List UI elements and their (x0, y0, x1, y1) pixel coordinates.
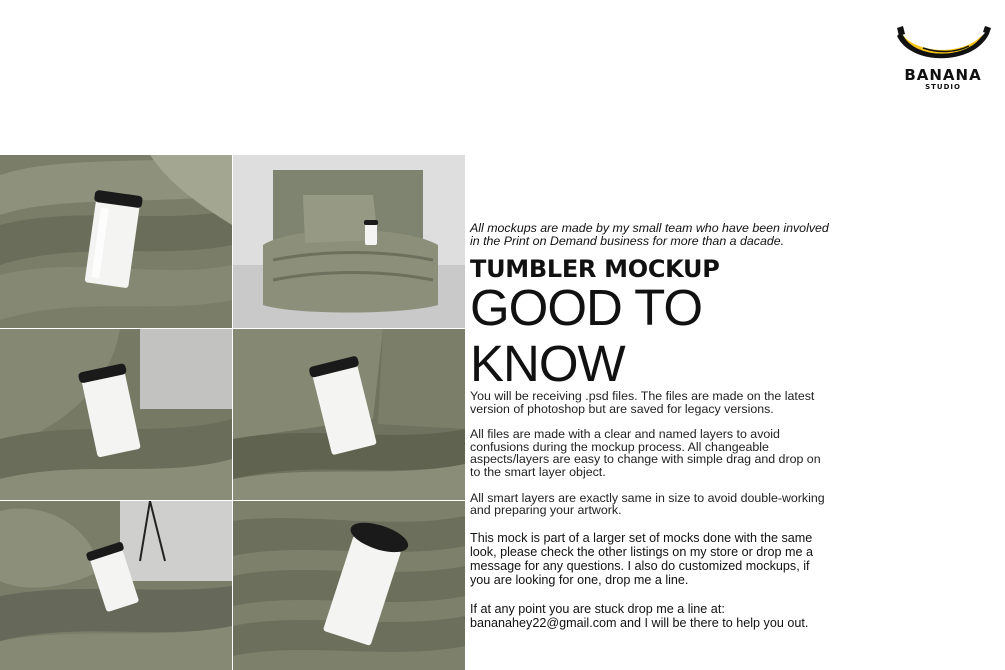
paragraph-layers: All files are made with a clear and named layers to avoid confusions during the mockup process. All changeable aspects/layers are easy to change with simple drag and drop on to the smart layer object. (470, 427, 821, 479)
logo-wordmark: BANANA (904, 66, 982, 84)
mockup-photo-grid (0, 155, 465, 670)
photo-tumbler-in-pleats (233, 329, 465, 500)
photo-tumbler-with-pillow (0, 501, 232, 670)
brand-logo (893, 22, 993, 94)
photo-sofa-chair-wide (233, 155, 465, 328)
logo-subtitle: STUDIO (925, 83, 961, 91)
page-title: GOOD TO KNOW (470, 279, 702, 392)
photo-tumbler-on-cushion (0, 329, 232, 500)
banana-icon (893, 22, 993, 70)
paragraph-larger-set: This mock is part of a larger set of mocks done with the same look, please check the other listings on my store or drop me a message for any questions. I also do customized mockups, if you are looking for one, drop me a line. (470, 530, 814, 588)
paragraph-smart-layers: All smart layers are exactly same in size to avoid double-working and preparing your artwork. (470, 490, 825, 518)
product-subtitle: TUMBLER MOCKUP (470, 255, 720, 283)
intro-statement: All mockups are made by my small team who have been involved in the Print on Demand business for more than a dacade. (470, 221, 829, 248)
photo-tumbler-top-view (233, 501, 465, 670)
photo-tumbler-on-sofa-closeup (0, 155, 232, 328)
paragraph-file-format: You will be receiving .psd files. The files are made on the latest version of photoshop but are saved for legacy versions. (470, 389, 815, 416)
info-text-column (470, 222, 830, 630)
paragraph-contact: If at any point you are stuck drop me a line at: bananahey22@gmail.com and I will be there to help you out. (470, 601, 809, 630)
